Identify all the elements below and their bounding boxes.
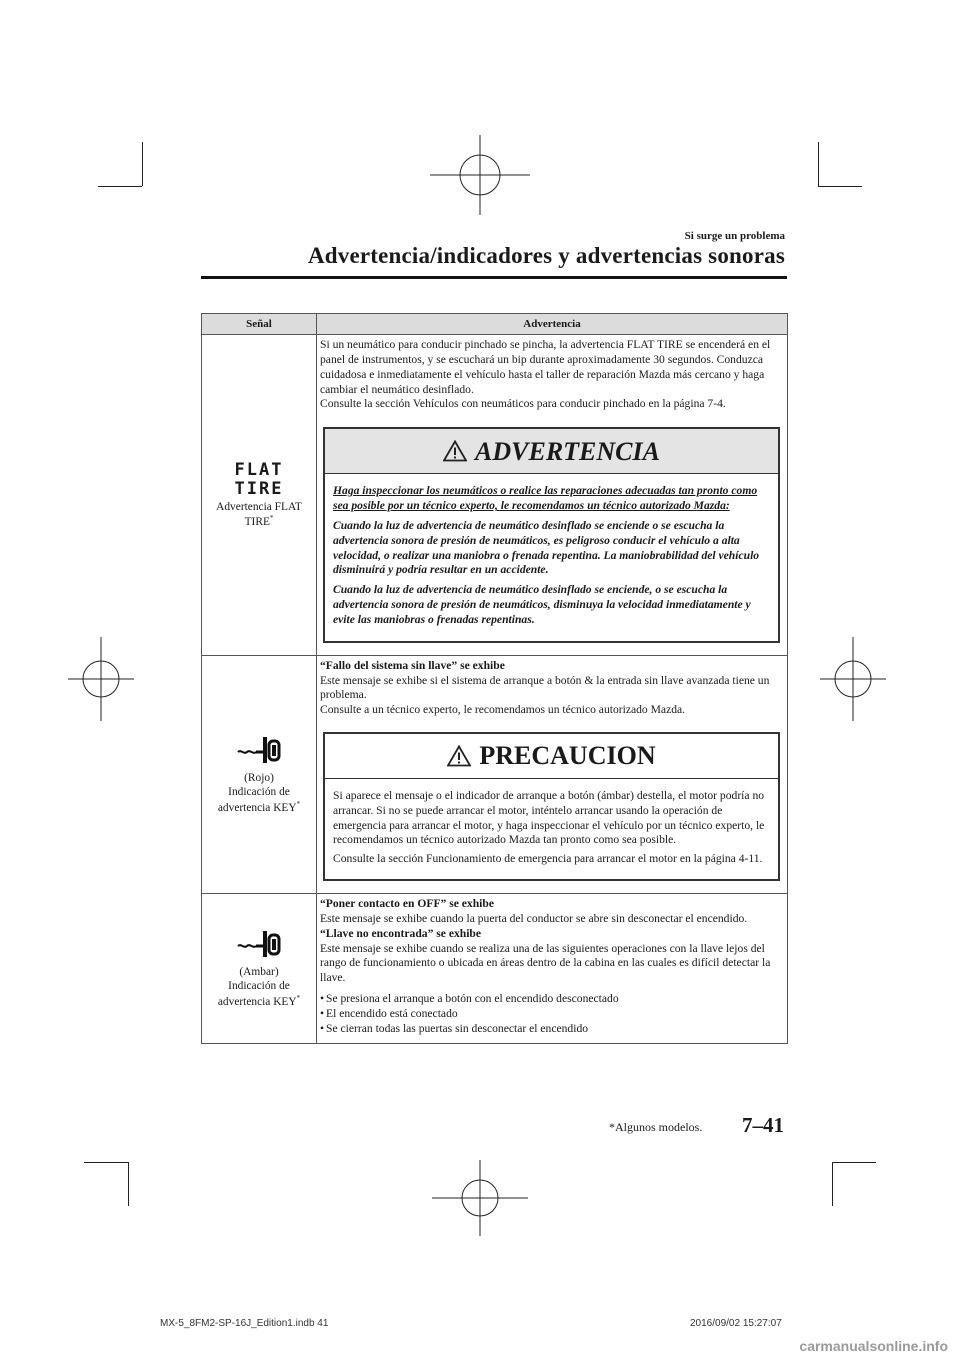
section-label: Si surge un problema	[684, 230, 785, 242]
signal-label	[205, 800, 313, 815]
table-row	[202, 335, 788, 656]
description-cell	[317, 894, 788, 1043]
page-title: Advertencia/indicadores y advertencias sonoras	[307, 243, 785, 268]
registration-mark	[430, 135, 530, 215]
message-heading: “Llave no encontrada” se exhibe	[320, 926, 482, 940]
message-heading: “Fallo del sistema sin llave” se exhibe	[320, 658, 505, 672]
bullet-list	[320, 992, 783, 1036]
warning-table	[201, 313, 788, 1044]
caution-box	[323, 732, 780, 881]
flat-tire-icon-text: TIRE	[234, 478, 284, 499]
caution-paragraph: Consulte la sección Funcionamiento de emergencia para arrancar el motor en la página 4-11.	[333, 852, 763, 866]
description-text: Si un neumático para conducir pinchado se pincha, la advertencia FLAT TIRE se encenderá en el panel de instrumentos, y se escuchará un bip durante aproximadamente 30 segundos. Conduzca cuidadosa e inmediatamente el vehículo hasta el taller de reparación Mazda más cercano y haga cambiar el neumático desinflado.	[320, 338, 771, 396]
flat-tire-icon	[235, 461, 284, 499]
signal-label	[205, 500, 313, 529]
asterisk: *	[296, 993, 301, 1002]
caution-box-header	[325, 734, 778, 779]
table-row	[202, 655, 788, 893]
registration-mark	[68, 637, 148, 737]
crop-mark	[142, 142, 143, 186]
list-item: • El encendido está conectado	[320, 1007, 783, 1022]
page-number: 7–41	[742, 1113, 784, 1137]
signal-label	[205, 994, 313, 1009]
warning-title: ADVERTENCIA	[475, 436, 660, 466]
signal-label: Indicación de	[228, 980, 290, 993]
warning-box	[323, 427, 780, 642]
warning-paragraph: Haga inspeccionar los neumáticos o realice las reparaciones adecuadas tan pronto como sea posible por un técnico experto, le recomendamos un técnico autorizado Mazda:	[333, 484, 758, 513]
warning-box-body	[325, 474, 778, 640]
print-file-info: MX-5_8FM2-SP-16J_Edition1.indb 41	[160, 1318, 329, 1329]
asterisk: *	[296, 799, 301, 808]
signal-label-text: advertencia KEY	[217, 801, 297, 814]
description-text: Este mensaje se exhibe si el sistema de arranque a botón & la entrada sin llave avanzada tiene un problema.	[320, 673, 770, 702]
crop-mark	[818, 142, 819, 186]
registration-mark	[432, 1160, 528, 1236]
signal-cell	[202, 655, 317, 893]
column-header-warning: Advertencia	[317, 314, 788, 335]
caution-paragraph: Si aparece el mensaje o el indicador de arranque a botón (ámbar) destella, el motor podría no arrancar. Si no se puede arrancar el motor, inténtelo arrancar usando la operación de emergencia para arrancar el motor, y haga inspeccionar el vehículo por un técnico experto, le recomendamos un técnico autorizado Mazda tan pronto como sea posible.	[333, 788, 765, 847]
key-warning-icon	[236, 734, 282, 768]
color-label: (Rojo)	[244, 772, 274, 785]
warning-paragraph: Cuando la luz de advertencia de neumático desinflado se enciende o se escucha la advertencia sonora de presión de neumáticos, es peligroso conducir el vehículo a alta velocidad, o realizar una maniobra o frenada repentina. La maniobrabilidad del vehículo disminuirá y podría resultar en un accidente.	[333, 518, 760, 577]
column-header-signal: Señal	[202, 314, 317, 335]
asterisk: *	[269, 513, 274, 522]
registration-mark	[820, 637, 900, 737]
table-row	[202, 894, 788, 1043]
crop-mark	[98, 186, 142, 187]
crop-mark	[832, 1162, 876, 1163]
signal-label: Indicación de	[228, 786, 290, 799]
signal-cell	[202, 894, 317, 1043]
description-text: Consulte la sección Vehículos con neumáticos para conducir pinchado en la página 7-4.	[320, 397, 726, 411]
list-item: • Se cierran todas las puertas sin desconectar el encendido	[320, 1022, 783, 1037]
warning-triangle-icon	[447, 745, 471, 767]
warning-paragraph: Cuando la luz de advertencia de neumático desinflado se enciende, o se escucha la advertencia sonora de presión de neumáticos, disminuya la velocidad inmediatamente y evite las maniobras o frenadas repentinas.	[333, 583, 751, 626]
description-text: Consulte a un técnico experto, le recomendamos un técnico autorizado Mazda.	[320, 703, 686, 717]
footnote: *Algunos modelos.	[609, 1120, 703, 1134]
crop-mark	[818, 186, 862, 187]
watermark: carmanualsonline.info	[799, 1338, 948, 1354]
signal-label-text: advertencia KEY	[217, 995, 297, 1008]
table-header-row	[202, 314, 788, 335]
signal-cell	[202, 335, 317, 656]
color-label: (Ambar)	[239, 966, 279, 979]
heading-rule	[201, 276, 787, 279]
message-heading: “Poner contacto en OFF” se exhibe	[320, 897, 494, 911]
description-text: Este mensaje se exhibe cuando la puerta del conductor se abre sin desconectar el encendido.	[320, 911, 748, 925]
signal-label-text: Advertencia FLAT TIRE	[216, 500, 302, 528]
flat-tire-icon-text: FLAT	[234, 459, 284, 480]
description-cell	[317, 655, 788, 893]
warning-box-header	[325, 429, 778, 474]
description-cell	[317, 335, 788, 656]
caution-box-body	[325, 779, 778, 879]
key-warning-icon	[236, 928, 282, 962]
caution-title: PRECAUCION	[479, 741, 656, 771]
crop-mark	[84, 1162, 128, 1163]
crop-mark	[128, 1162, 129, 1206]
warning-triangle-icon	[443, 440, 467, 462]
print-date-info: 2016/09/02 15:27:07	[690, 1318, 782, 1329]
description-text: Este mensaje se exhibe cuando se realiza una de las siguientes operaciones con la llave lejos del rango de funcionamiento o ubicada en áreas dentro de la cabina en las cuales es difícil detectar la llave.	[320, 941, 771, 985]
list-item: • Se presiona el arranque a botón con el encendido desconectado	[320, 992, 783, 1007]
crop-mark	[832, 1162, 833, 1206]
